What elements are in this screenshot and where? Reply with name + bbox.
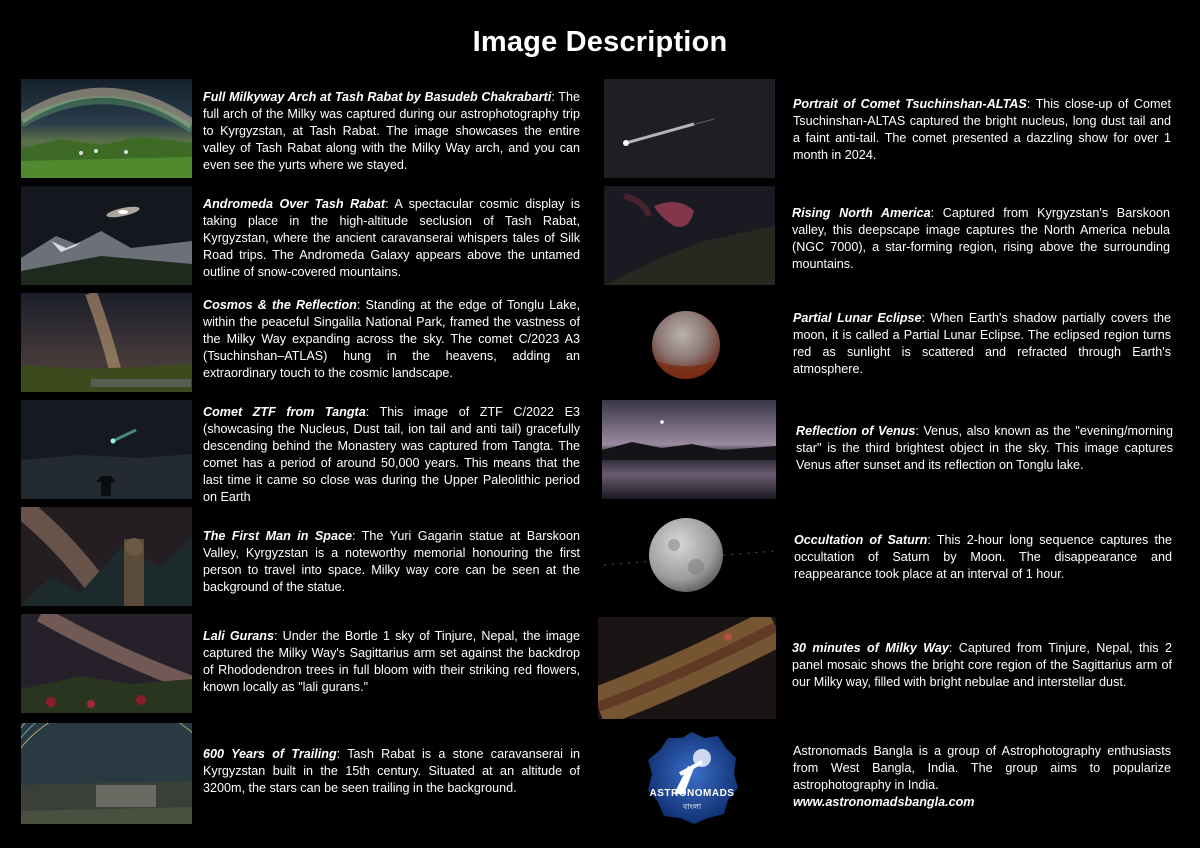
desc-star-trails: 600 Years of Trailing: Tash Rabat is a stone caravanserai in Kyrgyzstan built in the 15th century. Situated at an altitude of 3200m, the stars can be seen trailing in the background. [203, 747, 580, 795]
desc-north-america-nebula: Rising North America: Captured from Kyrgyzstan's Barskoon valley, this deepscape image captures the North America nebula (NGC 7000), a star-forming region, rising above the surrounding mountains. [792, 206, 1171, 271]
desc-milky-way-core: 30 minutes of Milky Way: Captured from Tinjure, Nepal, this 2 panel mosaic shows the bright core region of the Sagittarius arm of our Milky way, filled with bright nebulae and interstellar dust. [792, 641, 1172, 689]
photo-cosmos-reflection [21, 293, 192, 392]
desc-milkyway-arch: Full Milkyway Arch at Tash Rabat by Basudeb Chakrabarti: The full arch of the Milky was captured during our astrophotography trip to Kyrgyzstan, at Tash Rabat. The image showcases the entire valley of Tash Rabat along with the Milky Way arch, and you can even see the yurts where we stayed. [203, 90, 580, 172]
desc-comet-ztf: Comet ZTF from Tangta: This image of ZTF C/2022 E3 (showcasing the Nucleus, Dust tail, ion tail and anti tail) gracefully descending behind the Monastery was captured from Tangta. The comet has a period of around 50,000 years. This means that the last time it came so close was during the Upper Paleolithic period on Earth [203, 405, 580, 504]
photo-first-man-space [21, 507, 192, 606]
astronomads-logo [644, 730, 740, 826]
desc-partial-lunar-eclipse: Partial Lunar Eclipse: When Earth's shadow partially covers the moon, it is called a Partial Lunar Eclipse. The eclipsed region turns red as sunlight is scattered and refracted through Earth's atmosphere. [793, 311, 1171, 376]
page-title: Image Description [472, 26, 728, 58]
photo-comet-ztf [21, 400, 192, 499]
about-astronomads: Astronomads Bangla is a group of Astrophotography enthusiasts from West Bangla, India. The group aims to popularize astrophotography in India. www.astronomadsbangla.com [793, 744, 1171, 809]
photo-milkyway-arch [21, 79, 192, 178]
photo-milky-way-core [598, 617, 776, 719]
desc-comet-portrait: Portrait of Comet Tsuchinshan-ALTAS: This close-up of Comet Tsuchinshan-ALTAS captured the bright nucleus, long dust tail and a faint anti-tail. The comet presented a dazzling show for over 1 month in 2024. [793, 97, 1171, 162]
logo-text: ASTRONOMADS [649, 788, 735, 799]
photo-partial-lunar-eclipse [604, 293, 775, 392]
desc-first-man-space: The First Man in Space: The Yuri Gagarin statue at Barskoon Valley, Kyrgyzstan is a noteworthy memorial honouring the first person to travel into space. Milky way core can be seen at the background of the statue. [203, 529, 580, 594]
photo-occultation-saturn [604, 507, 775, 606]
photo-star-trails [21, 723, 192, 824]
logo-subtext: বাংলা [682, 802, 702, 811]
photo-lali-gurans [21, 614, 192, 713]
desc-venus-reflection: Reflection of Venus: Venus, also known as the "evening/morning star" is the third brightest object in the sky. This image captures Venus after sunset and its reflection on Tonglu lake. [796, 424, 1173, 472]
website-link[interactable]: www.astronomadsbangla.com [793, 794, 975, 809]
photo-venus-reflection [602, 400, 776, 499]
desc-lali-gurans: Lali Gurans: Under the Bortle 1 sky of Tinjure, Nepal, the image captured the Milky Way's Sagittarius arm set against the backdrop of Rhododendron trees in full bloom with their striking red flowers, known locally as "lali gurans." [203, 629, 580, 694]
photo-north-america-nebula [604, 186, 775, 285]
photo-andromeda [21, 186, 192, 285]
desc-andromeda: Andromeda Over Tash Rabat: A spectacular cosmic display is taking place in the high-altitude seclusion of Tash Rabat, Kyrgyzstan, where the ancient caravanserai whispers tales of Silk Road trips. The Andromeda Galaxy appears above the untamed outline of snow-covered mountains. [203, 197, 581, 279]
desc-occultation-saturn: Occultation of Saturn: This 2-hour long sequence captures the occultation of Saturn by Moon. The disappearance and reappearance took place at an interval of 1 hour. [794, 533, 1172, 581]
desc-cosmos-reflection: Cosmos & the Reflection: Standing at the edge of Tonglu Lake, within the peaceful Singalila National Park, framed the vastness of the Milky Way expanding across the sky. The comet C/2023 A3 (Tsuchinshan–ATLAS) hung in the heavens, adding an extraordinary touch to the cosmic landscape. [203, 298, 580, 380]
photo-comet-portrait [604, 79, 775, 178]
